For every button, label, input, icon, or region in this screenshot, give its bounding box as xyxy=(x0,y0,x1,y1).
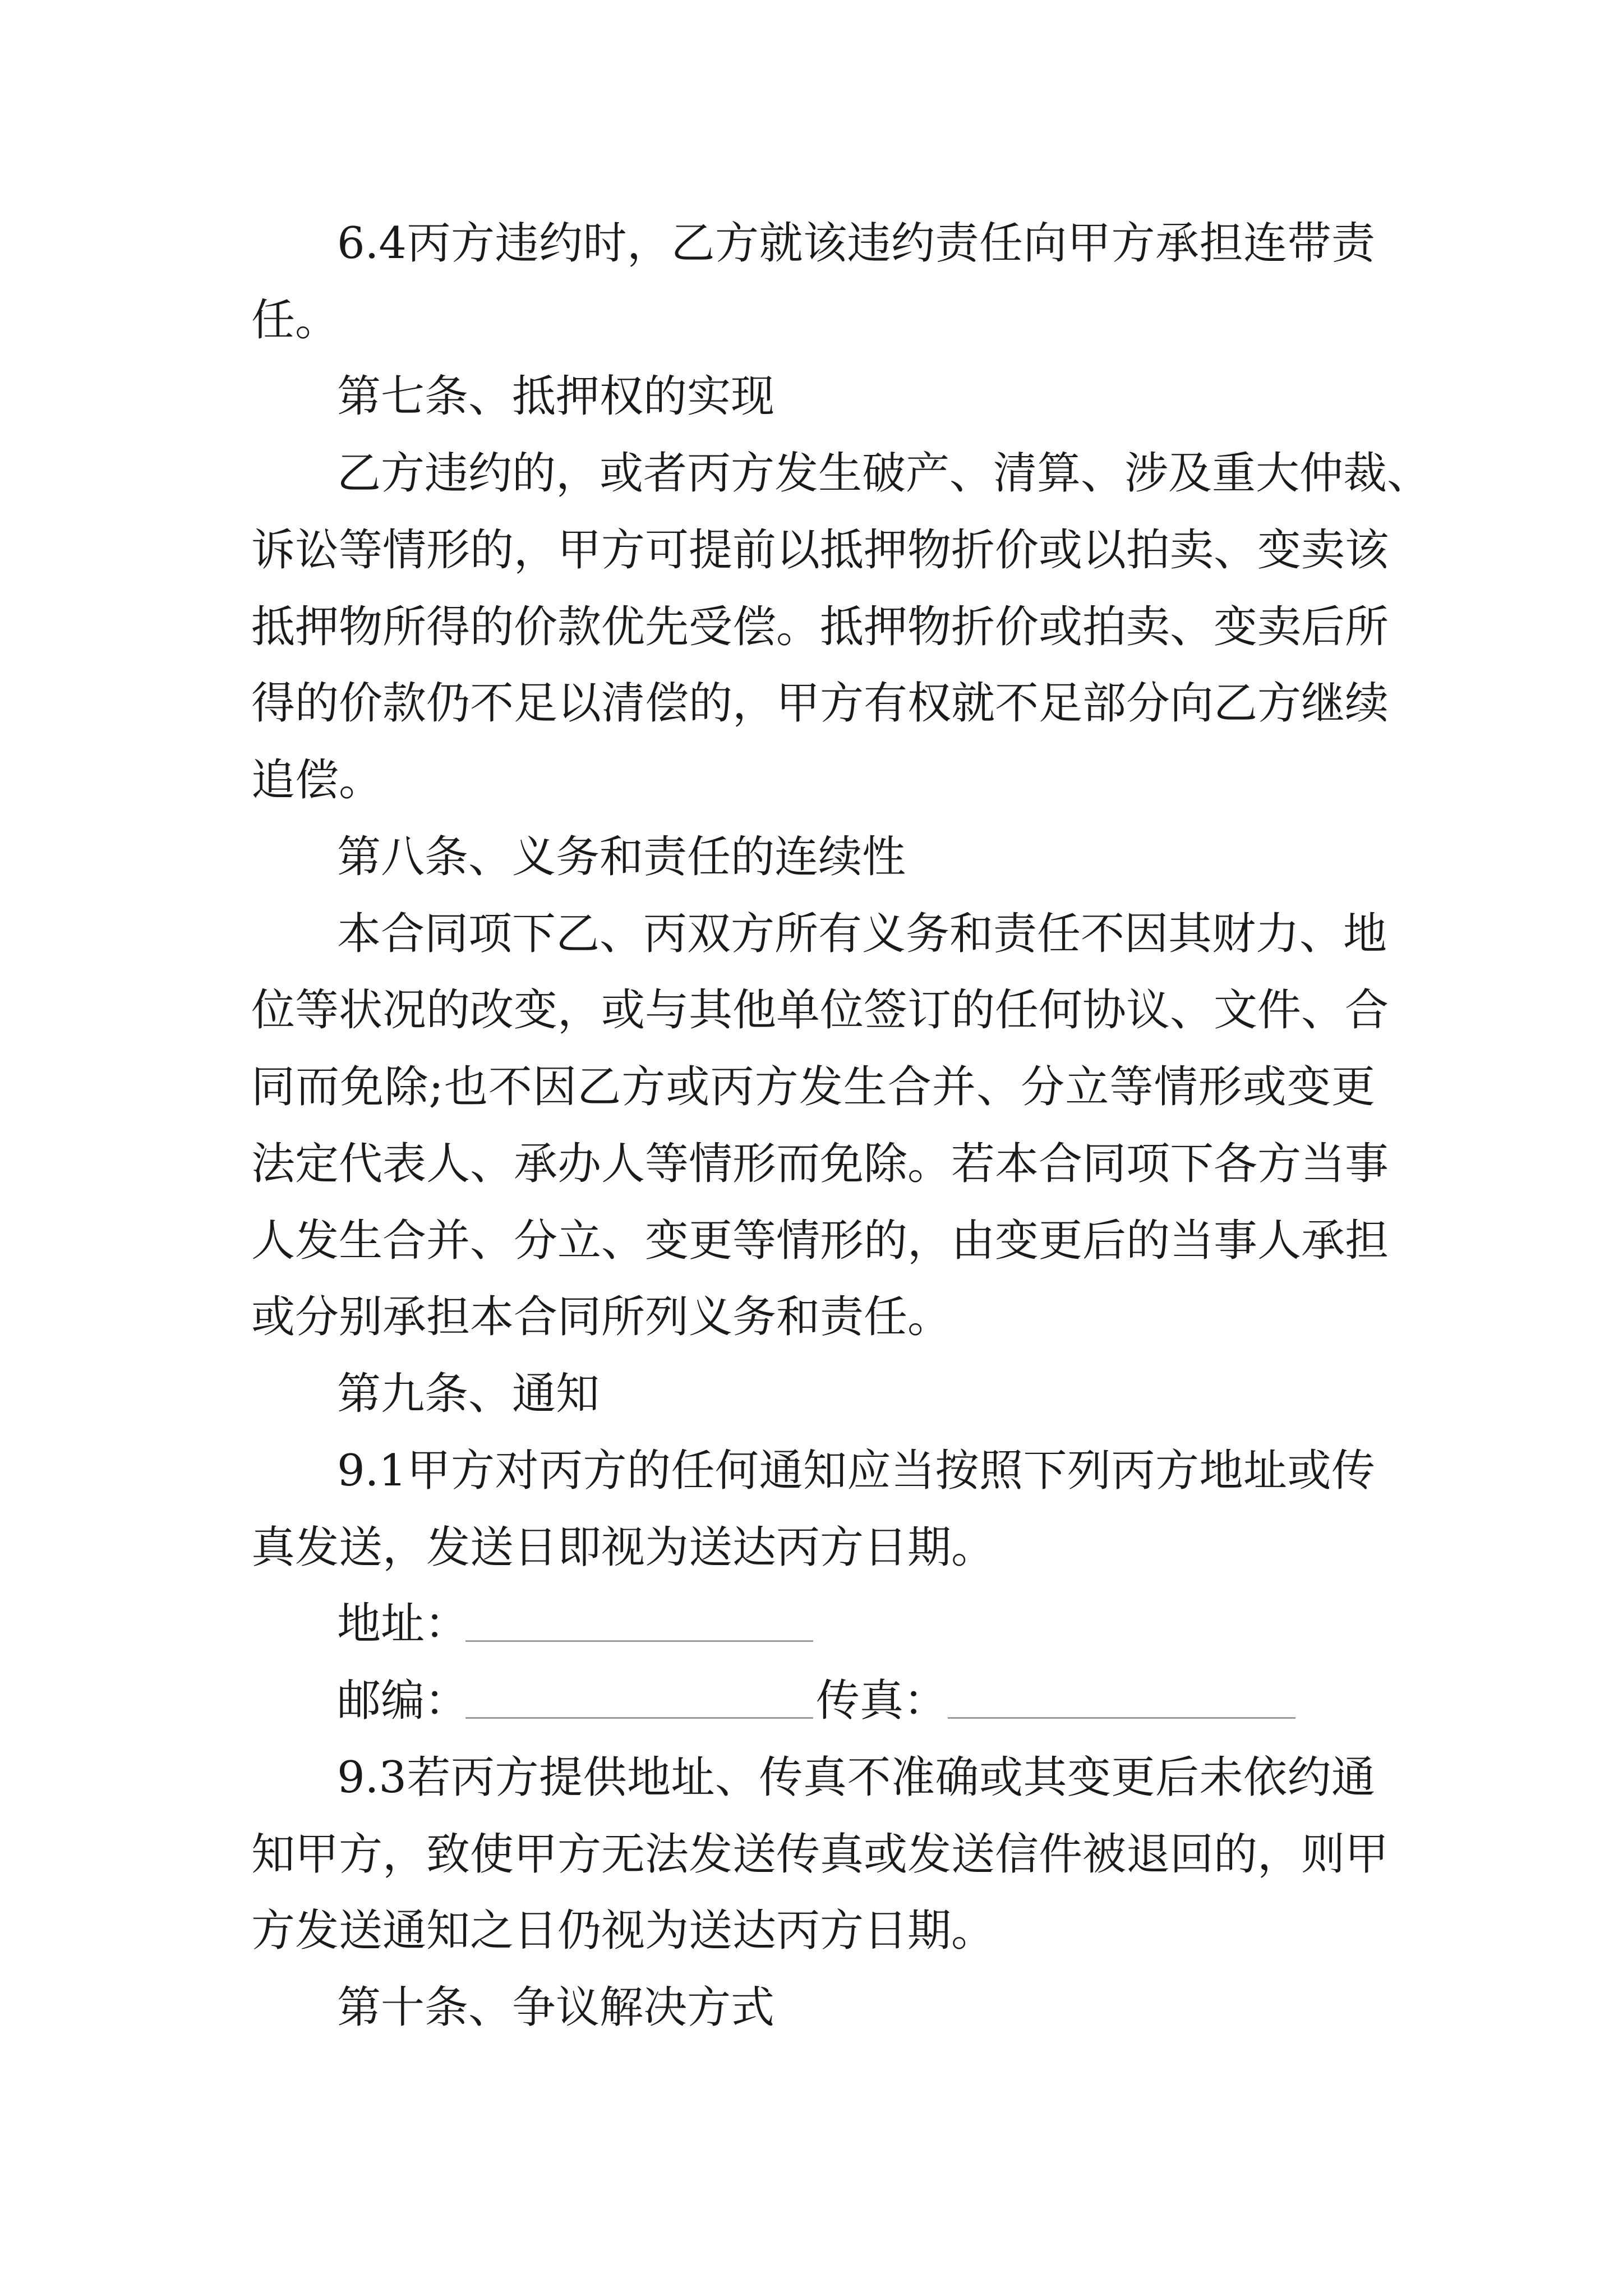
clause-9-3-line-2: 知甲方，致使甲方无法发送传真或发送信件被退回的，则甲 xyxy=(251,1829,1389,1880)
address-blank-line xyxy=(465,1640,813,1642)
article-8-paragraph-line-2: 位等状况的改变，或与其他单位签订的任何协议、文件、合 xyxy=(251,985,1389,1036)
article-8-paragraph-line-3: 同而免除;也不因乙方或丙方发生合并、分立等情形或变更 xyxy=(251,1062,1375,1112)
postcode-label: 邮编： xyxy=(337,1676,469,1726)
clause-6-4-line-2: 任。 xyxy=(251,295,339,346)
address-label: 地址： xyxy=(337,1599,469,1649)
clause-9-1-line-1: 9.1甲方对丙方的任何通知应当按照下列丙方地址或传 xyxy=(337,1446,1375,1496)
article-8-paragraph-line-5: 人发生合并、分立、变更等情形的，由变更后的当事人承担 xyxy=(251,1216,1389,1266)
article-8-paragraph-line-6: 或分别承担本合同所列义务和责任。 xyxy=(251,1292,952,1342)
article-8-paragraph-line-4: 法定代表人、承办人等情形而免除。若本合同项下各方当事 xyxy=(251,1139,1389,1189)
fax-blank-line xyxy=(948,1717,1295,1719)
clause-9-1-line-2: 真发送，发送日即视为送达丙方日期。 xyxy=(251,1522,995,1573)
clause-6-4-line-1: 6.4丙方违约时，乙方就该违约责任向甲方承担连带责 xyxy=(337,218,1375,269)
postcode-blank-line xyxy=(465,1717,813,1719)
article-7-paragraph-line-3: 抵押物所得的价款优先受偿。抵押物折价或拍卖、变卖后所 xyxy=(251,602,1389,652)
article-9-heading: 第九条、通知 xyxy=(337,1369,600,1419)
fax-label: 传真： xyxy=(816,1676,948,1726)
clause-9-3-line-3: 方发送通知之日仍视为送达丙方日期。 xyxy=(251,1906,995,1956)
article-7-paragraph-line-2: 诉讼等情形的，甲方可提前以抵押物折价或以拍卖、变卖该 xyxy=(251,525,1389,576)
article-7-heading: 第七条、抵押权的实现 xyxy=(337,371,775,422)
article-10-heading: 第十条、争议解决方式 xyxy=(337,1982,775,2033)
article-7-paragraph-line-1: 乙方违约的，或者丙方发生破产、清算、涉及重大仲裁、 xyxy=(337,448,1431,499)
article-8-paragraph-line-1: 本合同项下乙、丙双方所有义务和责任不因其财力、地 xyxy=(337,909,1387,959)
article-7-paragraph-line-4: 得的价款仍不足以清偿的，甲方有权就不足部分向乙方继续 xyxy=(251,678,1389,729)
article-7-paragraph-line-5: 追偿。 xyxy=(251,755,383,806)
article-8-heading: 第八条、义务和责任的连续性 xyxy=(337,832,906,882)
clause-9-3-line-1: 9.3若丙方提供地址、传真不准确或其变更后未依约通 xyxy=(337,1752,1375,1803)
